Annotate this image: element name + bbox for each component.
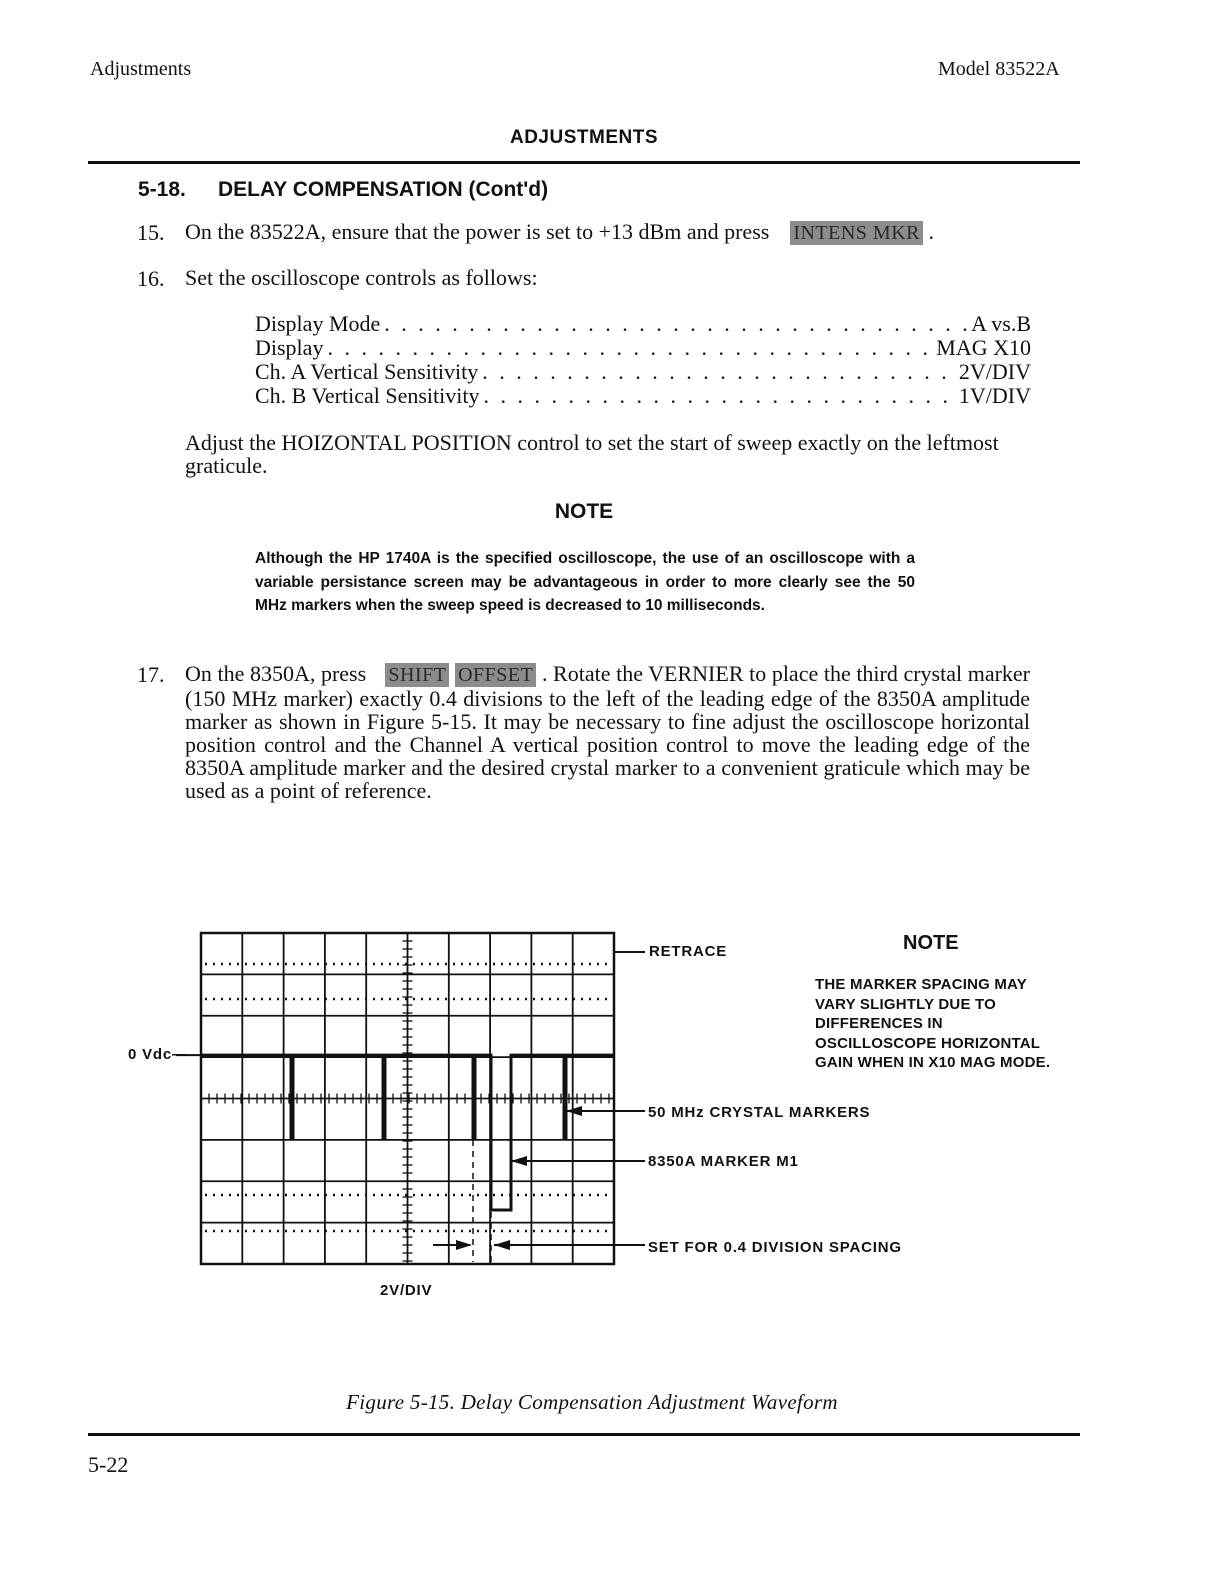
step-16-text: Set the oscilloscope controls as follows: <box>185 265 538 290</box>
step-17-body: . Rotate the VERNIER to place the third crystal marker (150 MHz marker) exactly 0.4 divisions to the left of the leading edge of the 8350A amplitude marker as shown in Figure 5-15. It may be necessary to fine adjust the oscilloscope horizontal position control and the Channel A vertical position control to move the leading edge of the 8350A amplitude marker and the desired crystal marker to a convenient graticule which may be used as a point of reference. <box>185 661 1031 803</box>
setting-label: Display Mode <box>255 311 381 336</box>
setting-label: Ch. B Vertical Sensitivity <box>255 383 480 408</box>
setting-value: 2V/DIV <box>958 359 1031 384</box>
figure-note-body: THE MARKER SPACING MAY VARY SLIGHTLY DUE TO DIFFERENCES IN OSCILLOSCOPE HORIZONTAL GAIN WHEN IN X10 MAG MODE. <box>815 976 1051 1071</box>
section-number: 5-18. <box>138 178 186 201</box>
graticule <box>201 933 614 1264</box>
step-17-number: 17. <box>137 662 165 687</box>
setting-value: MAG X10 <box>936 335 1031 360</box>
bottom-rule <box>88 1433 1080 1436</box>
scale-label: 2V/DIV <box>380 1282 433 1299</box>
retrace-label: RETRACE <box>649 943 728 960</box>
step-16-number: 16. <box>137 266 165 291</box>
step-17-pre: On the 8350A, press <box>185 661 367 686</box>
setting-value: A vs.B <box>971 311 1031 336</box>
step-15-number: 15. <box>137 220 165 245</box>
running-header-left: Adjustments <box>90 58 192 80</box>
page-number: 5-22 <box>88 1452 129 1477</box>
marker-m1-label: 8350A MARKER M1 <box>648 1153 799 1170</box>
spacing-label: SET FOR 0.4 DIVISION SPACING <box>648 1239 902 1256</box>
step-15-tail: . <box>928 219 934 244</box>
marker-m1-arrowhead <box>511 1156 527 1166</box>
crystal-markers-label: 50 MHz CRYSTAL MARKERS <box>648 1104 871 1121</box>
figure-note-title: NOTE <box>903 932 959 954</box>
running-header-right: Model 83522A <box>938 58 1060 80</box>
note-title: NOTE <box>554 500 614 523</box>
zero-volt-label: 0 Vdc— <box>128 1046 188 1063</box>
note-body: Although the HP 1740A is the specified oscilloscope, the use of an oscilloscope with a variable persistance screen may be advantageous in order to more clearly see the 50 MHz markers when the sweep speed is decreased to 10 milliseconds. <box>255 550 915 614</box>
step-15-body: On the 83522A, ensure that the power is set to +13 dBm and press <box>185 219 770 244</box>
offset-key: OFFSET <box>455 663 536 687</box>
crystal-arrowhead <box>566 1106 582 1116</box>
page-title: ADJUSTMENTS <box>509 127 658 148</box>
setting-value: 1V/DIV <box>958 383 1031 408</box>
intens-mkr-key: INTENS MKR <box>790 221 923 245</box>
section-title: DELAY COMPENSATION (Cont'd) <box>218 178 549 201</box>
spacing-arrowhead-right <box>494 1240 510 1250</box>
shift-key: SHIFT <box>385 663 449 687</box>
setting-label: Display <box>255 335 324 360</box>
figure-caption: Figure 5-15. Delay Compensation Adjustment Waveform <box>346 1390 838 1414</box>
spacing-arrowhead-left <box>456 1240 472 1250</box>
setting-label: Ch. A Vertical Sensitivity <box>255 359 479 384</box>
step-16-adjust-text: Adjust the HOIZONTAL POSITION control to set the start of sweep exactly on the leftmost graticule. <box>185 430 999 478</box>
